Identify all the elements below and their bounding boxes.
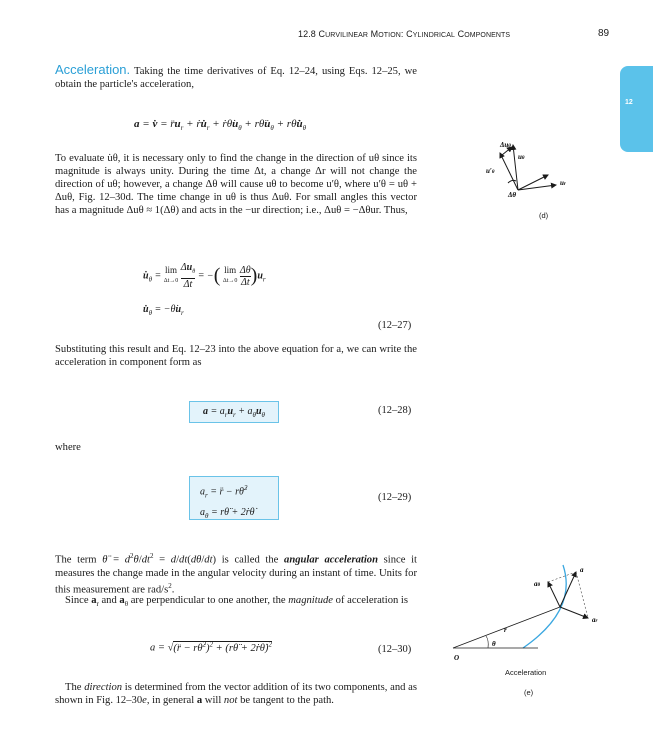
label-a-theta: aθ (534, 580, 541, 588)
chapter-tab (620, 66, 653, 152)
label-delta-u-theta: Δuθ (500, 141, 511, 149)
acceleration-equation: a = v̇ = $r̈u_r$ + $ṙu̇_r$ + $ṙ\thetȧu_\theta$ + $r\thetäu_\theta$ + $r\thetȧu̇_\theta$ (134, 118, 307, 133)
since-paragraph: Since $a_r$ and $a_\theta$ are perpendicular to one another, the magnitude of acceleration is (65, 595, 408, 609)
a-theta-vector (548, 582, 560, 607)
label-theta: θ (492, 640, 496, 648)
magnitude-equation: a = √(r̈ − rθ̇$^2$)$^2$ + (rθ̈ + 2ṙθ̇)$^2$ (150, 640, 272, 654)
running-header: 12.8 CURVILINEAR MOTION: CYLINDRICAL COMPONENTS (298, 29, 511, 39)
label-a-r: ar (592, 616, 598, 624)
label-a: a (580, 566, 584, 574)
udot-theta-equation: $u̇_\theta$ = $-\thetȧu_r$ (143, 304, 184, 317)
section-heading: Acceleration. (55, 62, 131, 77)
page-number: 89 (598, 28, 610, 39)
figure-e-diagram (448, 560, 613, 660)
label-u-theta: uθ (518, 153, 525, 161)
equation-box-12-28: $a = a_ru_r + a_\theta u_\theta$ (189, 401, 279, 423)
equation-number-12-27: (12–27) (378, 320, 412, 331)
figure-d-diagram (478, 135, 598, 225)
chapter-tab-number: 12 (625, 99, 633, 106)
equation-box-12-29: $a_r$ = r̈ − rθ̇$^2$ $a_\theta$ = rθ̈ + 2ṙθ̇ (189, 476, 279, 520)
theta-arc (486, 636, 488, 648)
label-origin: O (454, 654, 460, 660)
figure-e-title: Acceleration (505, 668, 547, 677)
evaluate-paragraph: To evaluate u̇θ, it is necessary only to find the change in the direction of uθ since its magnitude is always unity. During the time Δt, a change Δr will not change the direction of uθ; however, a change Δθ will cause uθ to become u′θ, where u′θ = uθ + Δuθ, Fig. 12–30d. The time change in uθ is thus Δuθ. For small angles this vector has a magnitude Δuθ ≈ 1(Δθ) and acts in the −ur direction; i.e., Δuθ = −Δθur. Thus, (55, 153, 417, 216)
a-r-vector (560, 607, 588, 618)
equation-number-12-30: (12–30) (378, 644, 412, 655)
dashed-component-2 (576, 572, 588, 618)
label-u-r: ur (560, 179, 566, 187)
direction-paragraph: The direction is determined from the vector addition of its two components, and as shown in Fig. 12–30e, in general a will not be tangent to the path. (55, 682, 417, 706)
figure-d-caption: (d) (539, 211, 549, 220)
unit-vector-arrows (500, 145, 556, 190)
limit-equation: $u̇_\theta = \lim$ Δt→0 $\Delta u_\theta$ Δt = −( lim Δt→0 Δθ Δt )$u_r$ (143, 262, 266, 290)
equation-number-12-28: (12–28) (378, 405, 412, 416)
figure-e-caption: (e) (524, 688, 534, 697)
label-delta-theta: Δθ (508, 191, 517, 199)
intro-paragraph (55, 63, 417, 91)
label-u-prime-theta: u′θ (486, 167, 495, 175)
intro-text: Taking the time derivatives of Eq. 12–24, using Eqs. 12–25, we obtain the particle's acceleration, (55, 66, 417, 90)
where-label: where (55, 442, 81, 453)
term-paragraph: The term θ̈ = $d^2\theta/dt^2 = d/dt(d\theta/dt)$ is called the angular acceleration since it measures the change made in the angular velocity during an instant of time. Units for this measurement are rad/$s^2$. (55, 552, 417, 596)
a-vector (560, 572, 576, 607)
label-r: r (504, 626, 507, 634)
substituting-paragraph: Substituting this result and Eq. 12–23 into the above equation for a, we can write the acceleration in component form as (55, 344, 417, 368)
equation-number-12-29: (12–29) (378, 492, 412, 503)
